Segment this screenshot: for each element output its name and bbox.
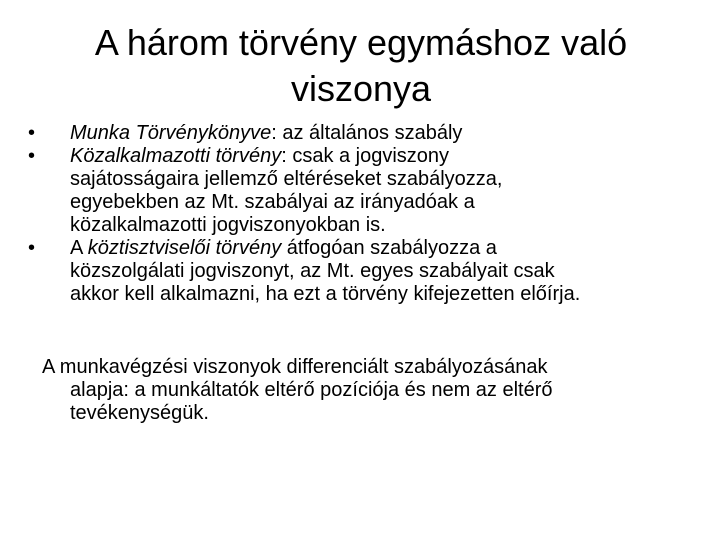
slide-title (36, 20, 686, 112)
bullet-line: egyebekben az Mt. szabályai az irányadóak a (70, 191, 475, 213)
summary-paragraph (42, 356, 702, 425)
law-name: köztisztviselői törvény (87, 237, 282, 259)
bullet-prefix: A (70, 237, 88, 259)
bullet-line: közalkalmazotti jogviszonyokban is. (70, 214, 386, 236)
bullet-line: akkor kell alkalmazni, ha ezt a törvény kifejezetten előírja. (70, 283, 581, 305)
bullet-text: : az általános szabály (271, 122, 463, 144)
bullet-line: sajátosságaira jellemző eltéréseket szabályozza, (70, 168, 503, 190)
bullet-line (70, 237, 708, 260)
paragraph-line-1: A munkavégzési viszonyok differenciált szabályozásának (42, 356, 548, 378)
bullet-item-kozalkalmazotti (28, 145, 708, 237)
bullet-text: átfogóan szabályozza a (281, 237, 497, 259)
bullet-line (70, 122, 708, 145)
law-name: Közalkalmazotti törvény (70, 145, 282, 167)
bullet-item-munka-torvenykonyve (28, 122, 708, 145)
bullet-marker: • (28, 122, 36, 144)
bullet-text: : csak a jogviszony (281, 145, 450, 167)
bullet-marker: • (28, 145, 36, 167)
law-name: Munka Törvénykönyve (70, 122, 272, 144)
bullet-item-koztisztviseloi (28, 237, 708, 306)
bullet-line: közszolgálati jogviszonyt, az Mt. egyes szabályait csak (70, 260, 555, 282)
paragraph-line-3: tevékenységük. (70, 402, 209, 424)
bullet-marker: • (28, 237, 36, 259)
bullet-list (28, 122, 708, 306)
paragraph-line-2: alapja: a munkáltatók eltérő pozíciója és nem az eltérő (70, 379, 553, 401)
title-line-1: A három törvény egymáshoz való (94, 22, 628, 63)
title-line-2: viszonya (290, 68, 432, 109)
bullet-line (70, 145, 708, 168)
